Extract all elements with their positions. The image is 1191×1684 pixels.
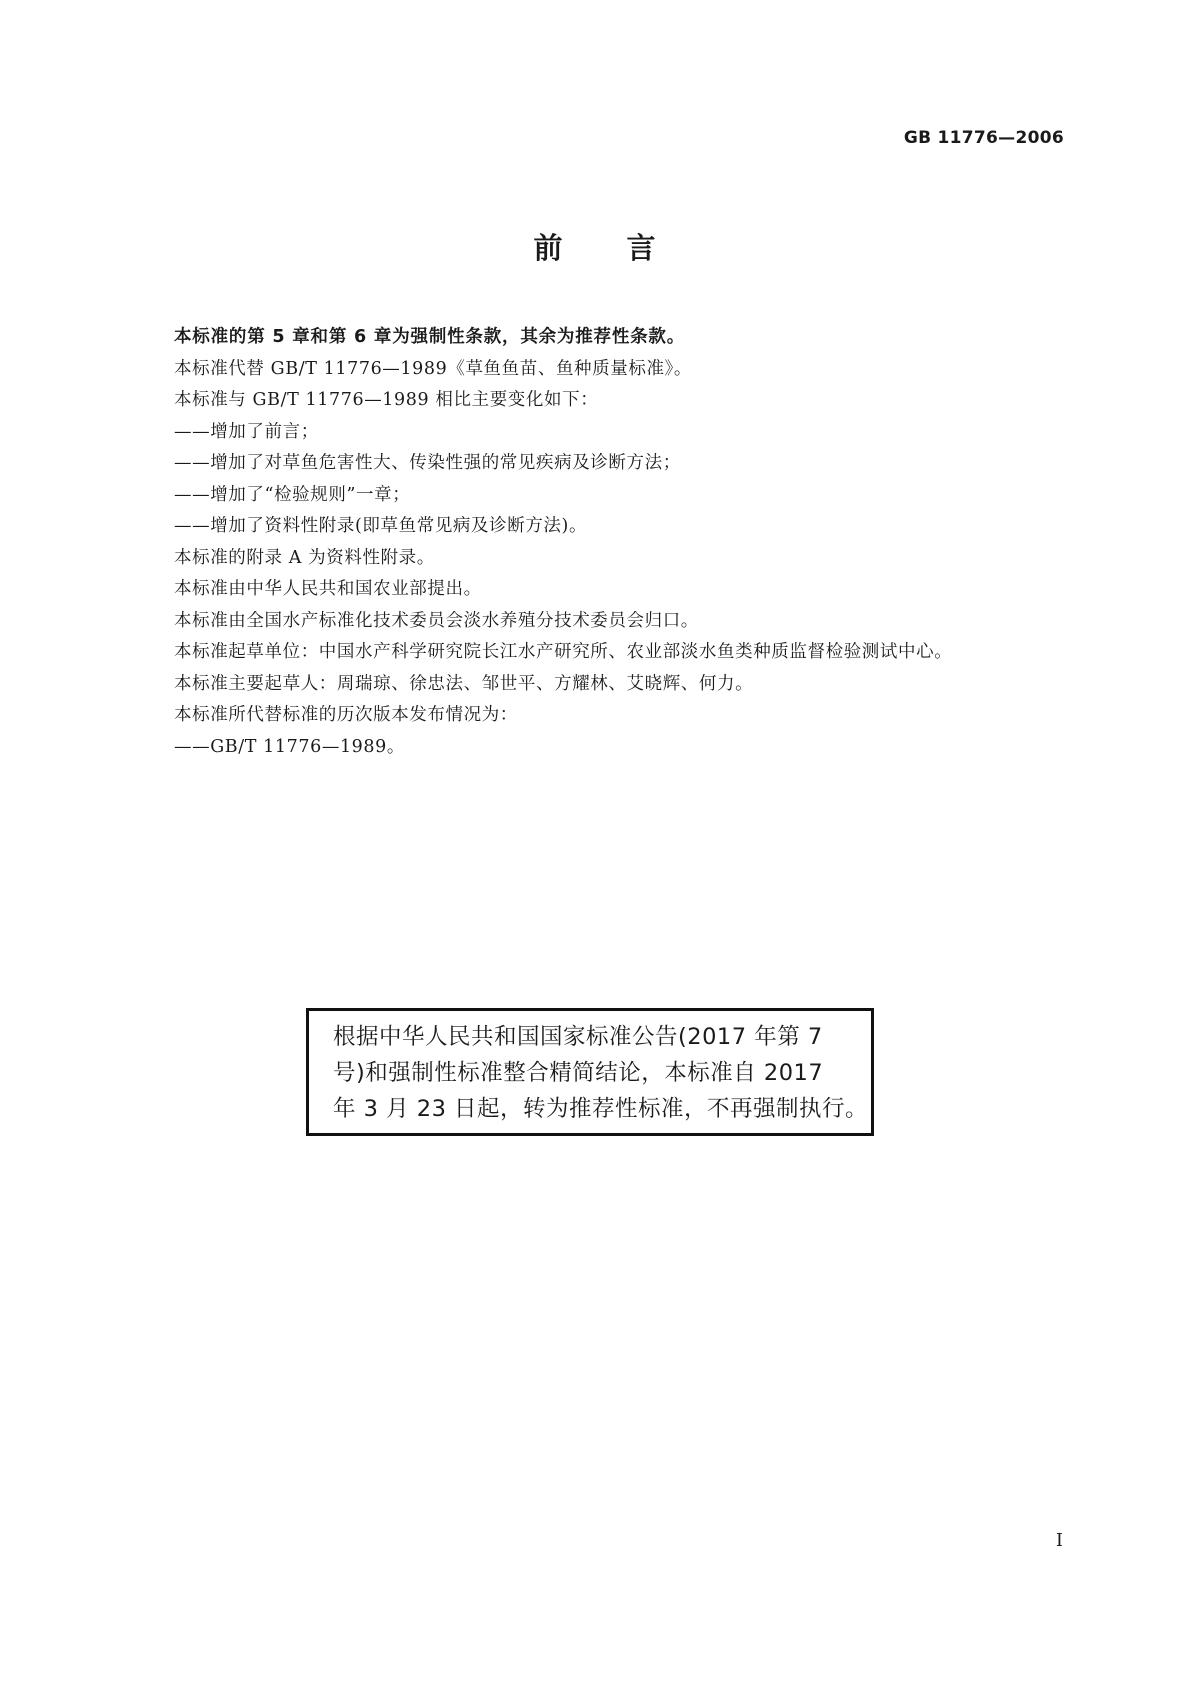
foreword-line: ——增加了“检验规则”一章； bbox=[174, 484, 411, 505]
page-title: 前 言 bbox=[533, 231, 658, 265]
notice-line: 号)和强制性标准整合精简结论，本标准自 2017 bbox=[333, 1060, 824, 1086]
foreword-line: 本标准的附录 A 为资料性附录。 bbox=[174, 547, 435, 568]
notice-line: 年 3 月 23 日起，转为推荐性标准，不再强制执行。 bbox=[333, 1096, 869, 1122]
foreword-line: ——增加了资料性附录(即草鱼常见病及诊断方法)。 bbox=[174, 516, 588, 536]
foreword-line: 本标准代替 GB/T 11776—1989《草鱼鱼苗、鱼种质量标准》。 bbox=[174, 358, 692, 379]
foreword-line: ——GB/T 11776—1989。 bbox=[174, 736, 405, 757]
foreword-line: ——增加了对草鱼危害性大、传染性强的常见疾病及诊断方法； bbox=[174, 453, 681, 473]
foreword-line: 本标准的第 5 章和第 6 章为强制性条款，其余为推荐性条款。 bbox=[174, 327, 686, 347]
foreword-line: 本标准所代替标准的历次版本发布情况为： bbox=[174, 705, 518, 725]
foreword-line: 本标准主要起草人：周瑞琼、徐忠法、邹世平、方耀林、艾晓辉、何力。 bbox=[174, 673, 754, 694]
foreword-body bbox=[174, 322, 1074, 763]
foreword-line: 本标准由中华人民共和国农业部提出。 bbox=[174, 579, 482, 599]
notice-box bbox=[306, 1008, 874, 1136]
foreword-line: ——增加了前言； bbox=[174, 421, 319, 442]
standard-number: GB 11776—2006 bbox=[903, 128, 1064, 148]
page-number: I bbox=[1055, 1530, 1063, 1551]
foreword-line: 本标准起草单位：中国水产科学研究院长江水产研究所、农业部淡水鱼类种质监督检验测试中心。 bbox=[174, 642, 953, 662]
foreword-line: 本标准与 GB/T 11776—1989 相比主要变化如下： bbox=[174, 390, 599, 410]
foreword-line: 本标准由全国水产标准化技术委员会淡水养殖分技术委员会归口。 bbox=[174, 610, 699, 631]
notice-line: 根据中华人民共和国国家标准公告(2017 年第 7 bbox=[333, 1024, 823, 1050]
